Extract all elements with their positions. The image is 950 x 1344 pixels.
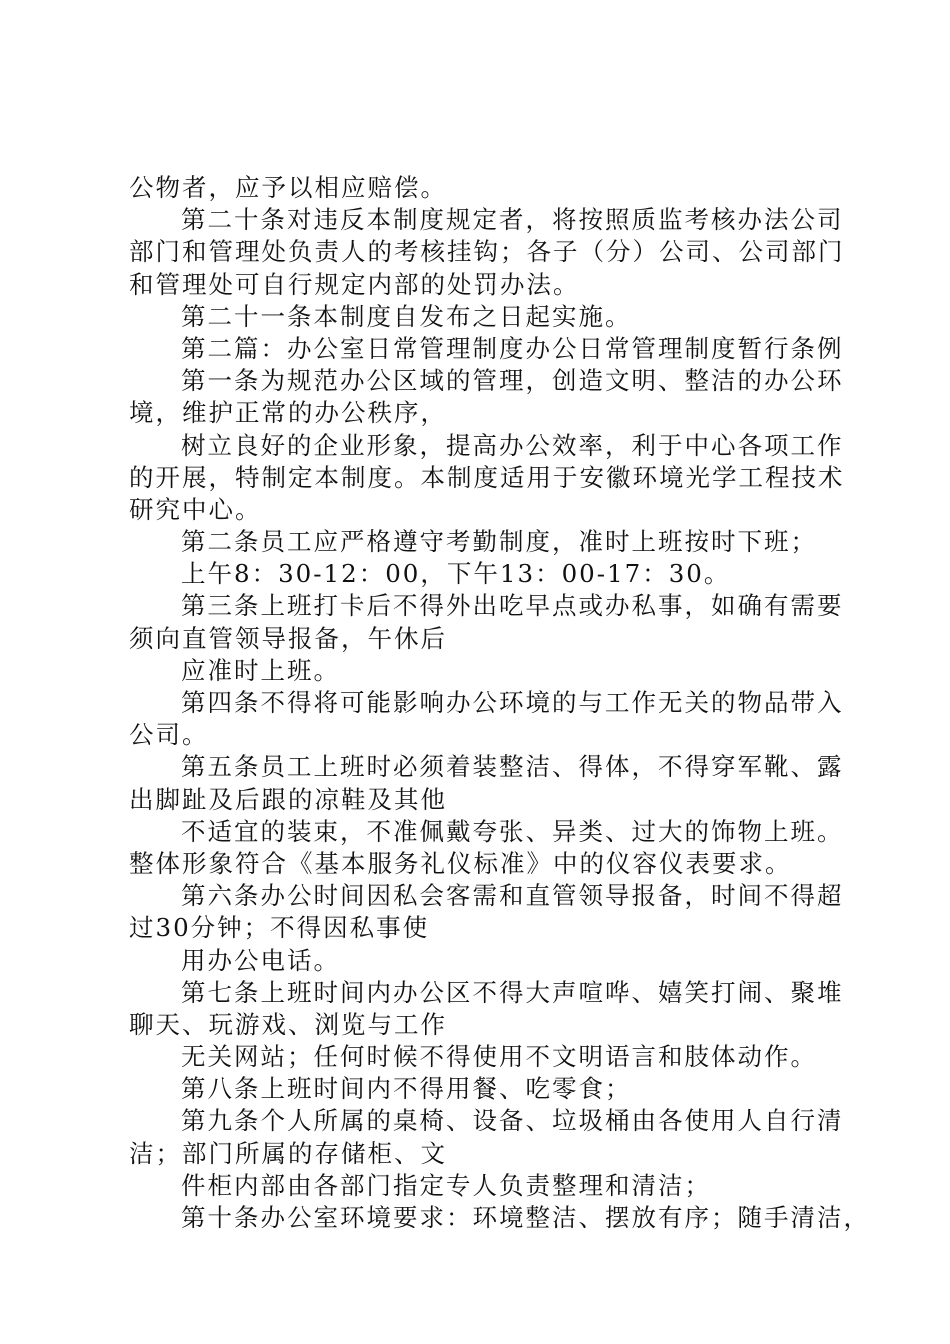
document-line: 第二条员工应严格遵守考勤制度，准时上班按时下班； xyxy=(181,527,817,557)
document-line: 第五条员工上班时必须着装整洁、得体，不得穿军靴、露 xyxy=(181,752,844,782)
document-line: 须向直管领导报备，午休后 xyxy=(129,623,447,653)
document-line: 第二篇：办公室日常管理制度办公日常管理制度暂行条例 xyxy=(181,333,844,363)
document-line: 第六条办公时间因私会客需和直管领导报备，时间不得超 xyxy=(181,881,844,911)
document-line: 境，维护正常的办公秩序， xyxy=(129,398,447,428)
document-line: 第九条个人所属的桌椅、设备、垃圾桶由各使用人自行清 xyxy=(181,1106,844,1136)
document-line: 过30分钟；不得因私事使 xyxy=(129,913,430,943)
document-line: 用办公电话。 xyxy=(181,945,340,975)
document-line: 上午8：30-12：00，下午13：00-17：30。 xyxy=(181,559,731,589)
document-line: 洁；部门所属的存储柜、文 xyxy=(129,1138,447,1168)
document-line: 第四条不得将可能影响办公环境的与工作无关的物品带入 xyxy=(181,688,844,717)
document-line: 第八条上班时间内不得用餐、吃零食； xyxy=(181,1074,632,1104)
document-line: 件柜内部由各部门指定专人负责整理和清洁； xyxy=(181,1170,711,1200)
document-line: 树立良好的企业形象，提高办公效率，利于中心各项工作 xyxy=(181,430,844,460)
document-line: 第二十一条本制度自发布之日起实施。 xyxy=(181,301,632,331)
document-line: 无关网站；任何时候不得使用不文明语言和肢体动作。 xyxy=(181,1042,817,1072)
document-body xyxy=(129,172,870,1234)
document-line: 第二十条对违反本制度规定者，将按照质监考核办法公司 xyxy=(181,205,844,235)
document-line: 不适宜的装束，不准佩戴夸张、异类、过大的饰物上班。 xyxy=(181,816,844,846)
document-line: 和管理处可自行规定内部的处罚办法。 xyxy=(129,269,580,299)
document-line: 整体形象符合《基本服务礼仪标准》中的仪容仪表要求。 xyxy=(129,848,792,878)
document-line: 第十条办公室环境要求：环境整洁、摆放有序；随手清洁， xyxy=(181,1203,870,1232)
document-line: 聊天、玩游戏、浏览与工作 xyxy=(129,1009,447,1039)
document-line: 应准时上班。 xyxy=(181,655,340,685)
document-line: 出脚趾及后跟的凉鞋及其他 xyxy=(129,784,447,814)
document-line: 第一条为规范办公区域的管理，创造文明、整洁的办公环 xyxy=(181,366,844,396)
document-line: 公物者，应予以相应赔偿。 xyxy=(129,173,447,202)
document-line: 的开展，特制定本制度。本制度适用于安徽环境光学工程技术 xyxy=(129,462,845,492)
document-line: 公司。 xyxy=(129,720,209,750)
document-line: 部门和管理处负责人的考核挂钩；各子（分）公司、公司部门 xyxy=(129,237,845,267)
document-line: 第七条上班时间内办公区不得大声喧哗、嬉笑打闹、聚堆 xyxy=(181,977,844,1007)
document-line: 第三条上班打卡后不得外出吃早点或办私事，如确有需要 xyxy=(181,591,844,621)
document-line: 研究中心。 xyxy=(129,494,262,524)
